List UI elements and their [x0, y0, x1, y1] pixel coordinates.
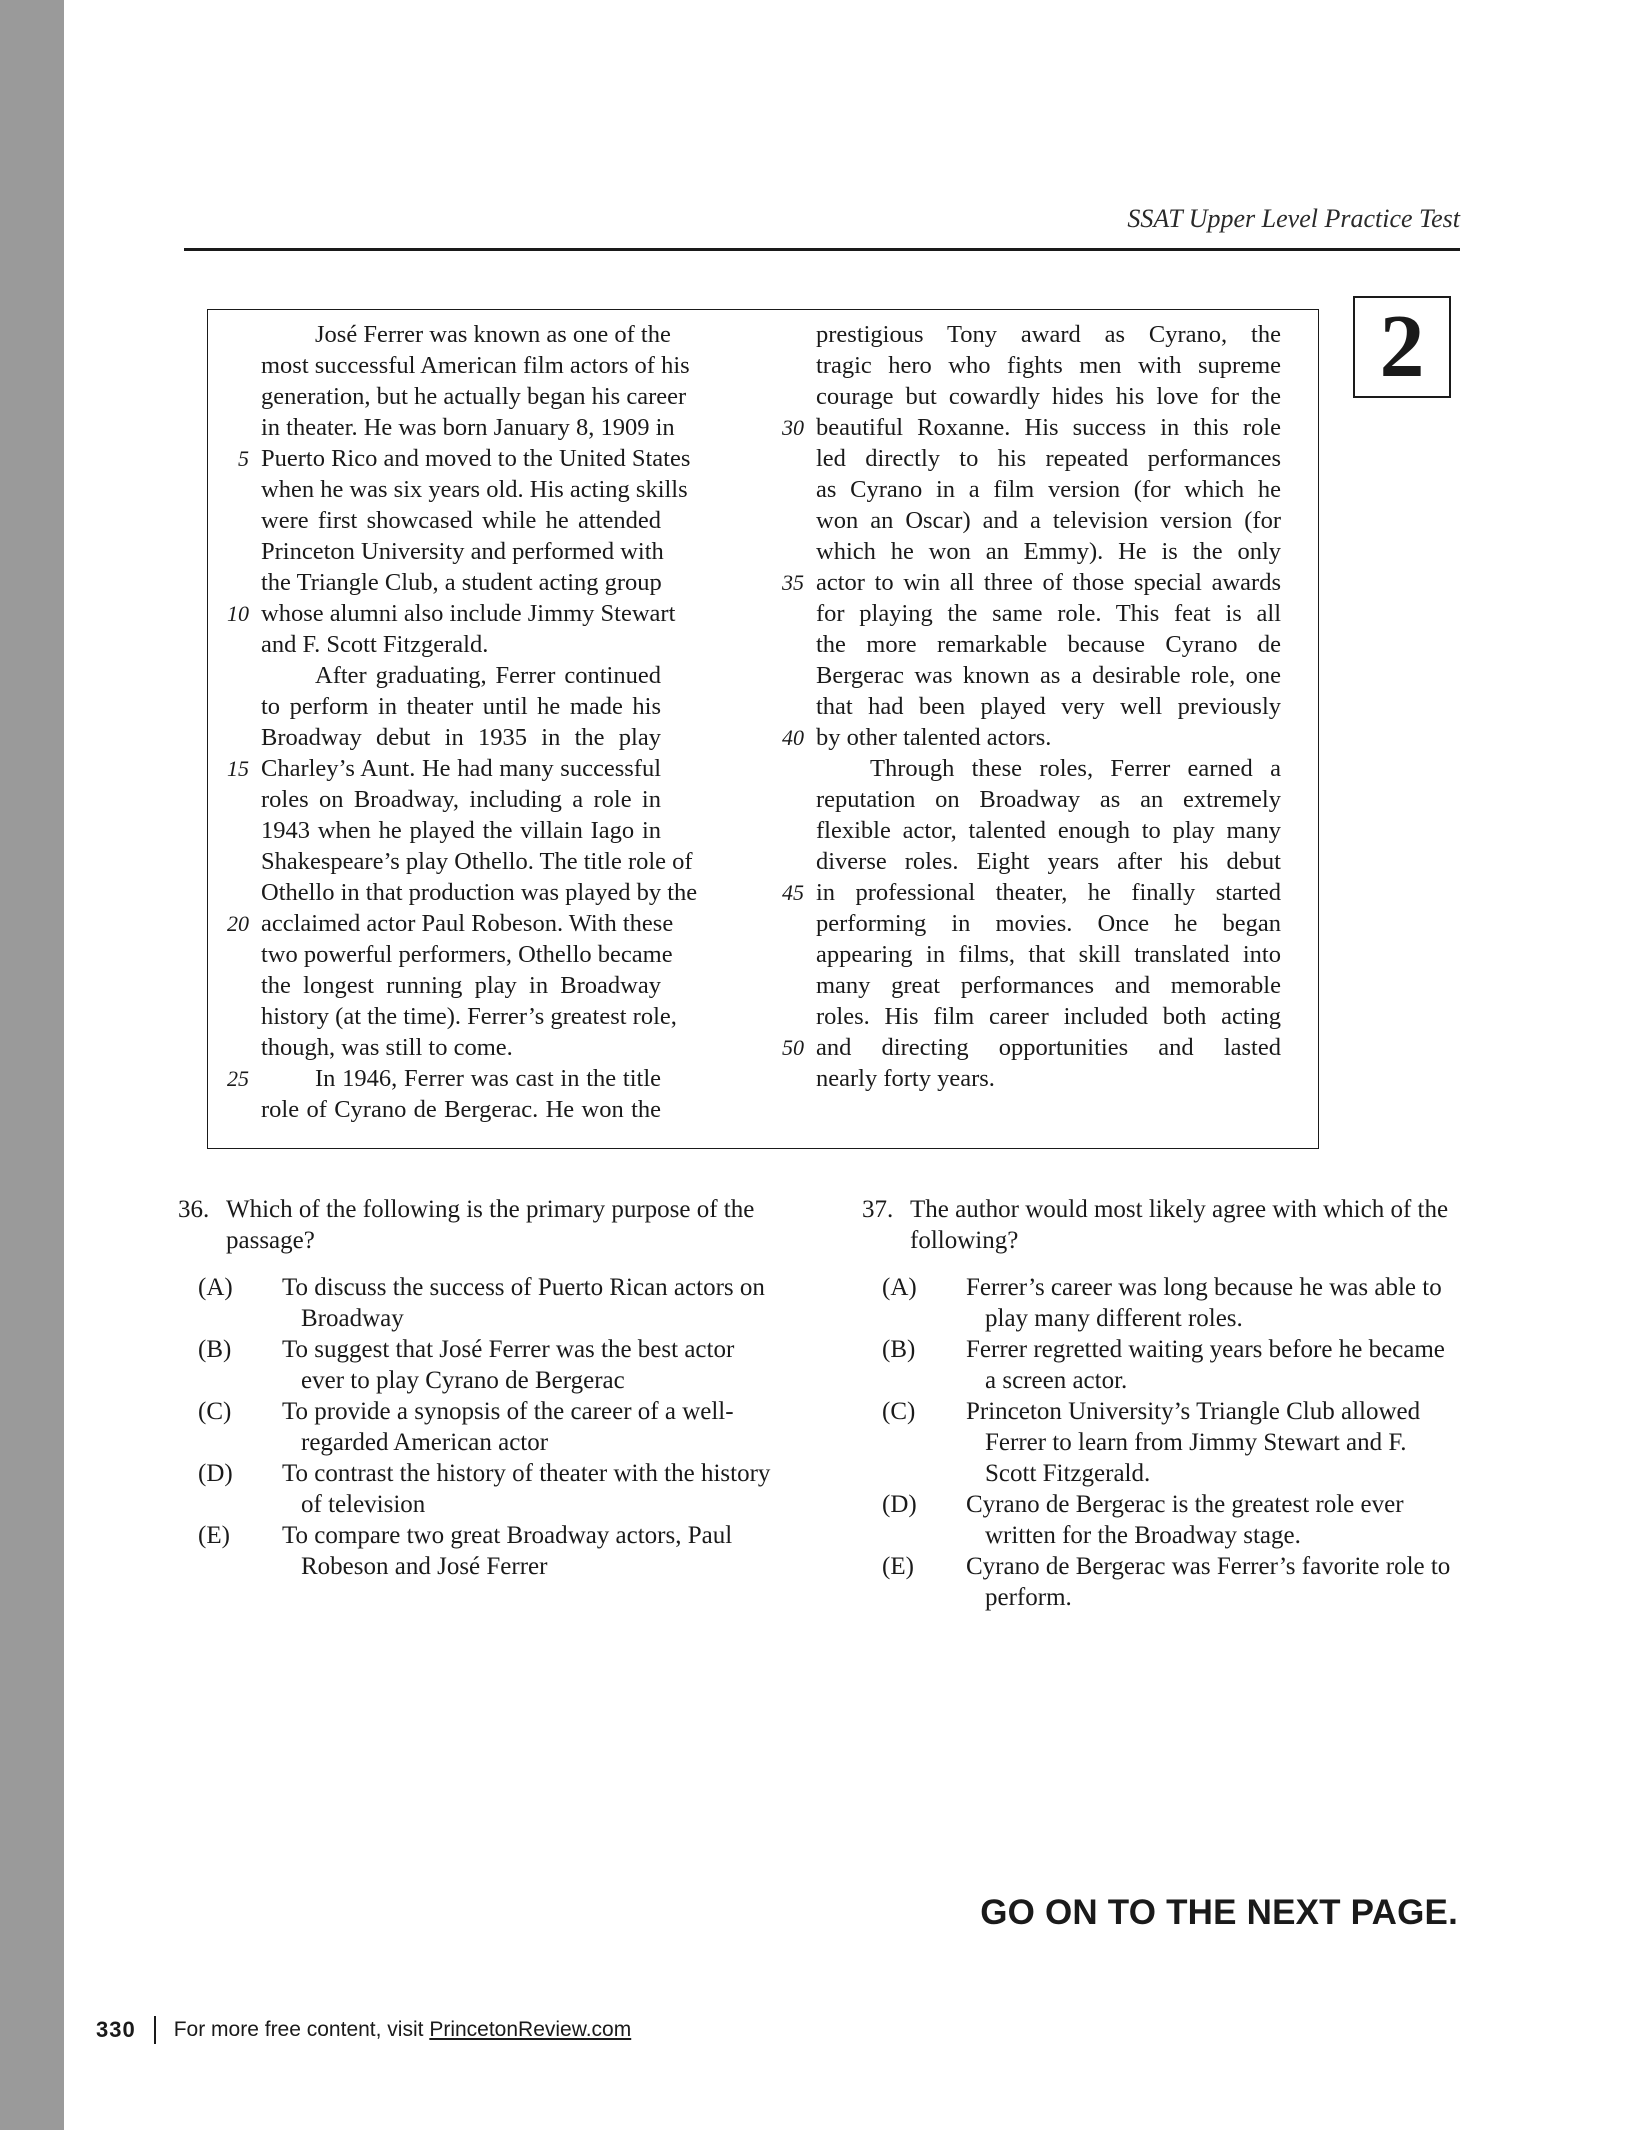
choice-letter: (A): [198, 1274, 233, 1301]
line-number: 30: [782, 415, 804, 440]
choice-letter: (E): [198, 1522, 230, 1549]
passage-line: in professional theater, he finally started: [816, 879, 1281, 906]
choice-text: To contrast the history of theater with the history of television: [282, 1460, 771, 1518]
passage-line: were first showcased while he attended: [261, 507, 661, 534]
running-head: SSAT Upper Level Practice Test: [1127, 204, 1460, 233]
section-number-box: 2: [1353, 296, 1451, 398]
page-footer: [96, 2015, 631, 2045]
passage-line: the longest running play in Broadway: [261, 972, 661, 999]
passage-line: as Cyrano in a film version (for which he: [816, 476, 1281, 503]
answer-choice[interactable]: [178, 1334, 778, 1396]
passage-line: which he won an Emmy). He is the only: [816, 538, 1281, 565]
passage-line: actor to win all three of those special awards: [816, 569, 1281, 596]
page-number: 330: [96, 2017, 136, 2042]
passage-line: prestigious Tony award as Cyrano, the: [816, 321, 1281, 348]
choice-text: Ferrer’s career was long because he was able to play many different roles.: [966, 1274, 1442, 1332]
answer-choice[interactable]: [178, 1272, 778, 1334]
passage-line: José Ferrer was known as one of the: [315, 321, 671, 348]
passage-line: most successful American film actors of his: [261, 352, 690, 379]
passage-line: courage but cowardly hides his love for the: [816, 383, 1281, 410]
question-number: 36.: [178, 1196, 210, 1223]
passage-line: nearly forty years.: [816, 1065, 995, 1092]
go-on-notice: GO ON TO THE NEXT PAGE.: [980, 1893, 1458, 1932]
line-number: 50: [782, 1035, 804, 1060]
passage-line: won an Oscar) and a television version (for: [816, 507, 1281, 534]
passage-line: in theater. He was born January 8, 1909 in: [261, 414, 675, 441]
passage-line: to perform in theater until he made his: [261, 693, 661, 720]
passage-line: for playing the same role. This feat is all: [816, 600, 1281, 627]
passage-line: though, was still to come.: [261, 1034, 513, 1061]
passage-line: Charley’s Aunt. He had many successful: [261, 755, 661, 782]
passage-line: Through these roles, Ferrer earned a: [870, 755, 1281, 782]
question-36: [178, 1194, 778, 1582]
passage-line: and directing opportunities and lasted: [816, 1034, 1281, 1061]
answer-choice[interactable]: [862, 1489, 1462, 1551]
question-stem: Which of the following is the primary purpose of the passage?: [226, 1196, 755, 1254]
passage-line: when he was six years old. His acting skills: [261, 476, 688, 503]
passage-line: Shakespeare’s play Othello. The title role of: [261, 848, 693, 875]
page-edge-bar: [0, 0, 64, 2130]
passage-line: by other talented actors.: [816, 724, 1052, 751]
choice-letter: (B): [882, 1336, 916, 1363]
reading-passage: [207, 309, 1319, 1149]
choice-letter: (C): [882, 1398, 916, 1425]
passage-line: whose alumni also include Jimmy Stewart: [261, 600, 676, 627]
choice-text: To compare two great Broadway actors, Paul Robeson and José Ferrer: [282, 1522, 733, 1580]
choice-letter: (E): [882, 1553, 914, 1580]
question-37: [862, 1194, 1462, 1613]
answer-choices: [178, 1272, 778, 1582]
answer-choice[interactable]: [862, 1396, 1462, 1489]
passage-line: history (at the time). Ferrer’s greatest role,: [261, 1003, 677, 1030]
choice-letter: (D): [882, 1491, 917, 1518]
passage-line: Puerto Rico and moved to the United States: [261, 445, 691, 472]
footer-text: For more free content, visit: [173, 2018, 430, 2041]
passage-line: acclaimed actor Paul Robeson. With these: [261, 910, 674, 937]
choice-letter: (C): [198, 1398, 232, 1425]
passage-line: flexible actor, talented enough to play many: [816, 817, 1281, 844]
passage-line: diverse roles. Eight years after his debut: [816, 848, 1281, 875]
passage-line: performing in movies. Once he began: [816, 910, 1281, 937]
answer-choice[interactable]: [862, 1551, 1462, 1613]
choice-letter: (B): [198, 1336, 232, 1363]
answer-choice[interactable]: [862, 1272, 1462, 1334]
passage-line: roles. His film career included both acting: [816, 1003, 1281, 1030]
passage-line: roles on Broadway, including a role in: [261, 786, 661, 813]
answer-choice[interactable]: [862, 1334, 1462, 1396]
choice-text: To provide a synopsis of the career of a well-regarded American actor: [282, 1398, 734, 1456]
answer-choices: [862, 1272, 1462, 1613]
choice-text: To discuss the success of Puerto Rican actors on Broadway: [282, 1274, 765, 1332]
question-stem: The author would most likely agree with which of the following?: [910, 1196, 1449, 1254]
footer-link[interactable]: PrincetonReview.com: [429, 2018, 632, 2041]
choice-text: Cyrano de Bergerac is the greatest role ever written for the Broadway stage.: [966, 1491, 1404, 1549]
passage-line: the Triangle Club, a student acting group: [261, 569, 662, 596]
passage-line: many great performances and memorable: [816, 972, 1281, 999]
question-number: 37.: [862, 1196, 894, 1223]
passage-line: In 1946, Ferrer was cast in the title: [315, 1065, 661, 1092]
choice-text: Cyrano de Bergerac was Ferrer’s favorite role to perform.: [966, 1553, 1451, 1611]
choice-letter: (A): [882, 1274, 917, 1301]
passage-line: Princeton University and performed with: [261, 538, 664, 565]
passage-line: and F. Scott Fitzgerald.: [261, 631, 489, 658]
answer-choice[interactable]: [178, 1458, 778, 1520]
choice-text: Ferrer regretted waiting years before he became a screen actor.: [966, 1336, 1445, 1394]
passage-line: tragic hero who fights men with supreme: [816, 352, 1281, 379]
answer-choice[interactable]: [178, 1396, 778, 1458]
line-number: 10: [227, 601, 249, 626]
passage-line: Broadway debut in 1935 in the play: [261, 724, 661, 751]
line-number: 20: [227, 911, 249, 936]
passage-line: generation, but he actually began his career: [261, 383, 687, 410]
line-number: 35: [782, 570, 804, 595]
line-number: 15: [227, 756, 249, 781]
answer-choice[interactable]: [178, 1520, 778, 1582]
line-number: 5: [238, 446, 249, 471]
line-number: 40: [782, 725, 804, 750]
passage-line: role of Cyrano de Bergerac. He won the: [261, 1096, 661, 1123]
line-number: 25: [227, 1066, 249, 1091]
passage-line: that had been played very well previously: [816, 693, 1281, 720]
passage-line: reputation on Broadway as an extremely: [816, 786, 1281, 813]
passage-line: After graduating, Ferrer continued: [315, 662, 661, 689]
passage-line: two powerful performers, Othello became: [261, 941, 673, 968]
header-rule: [184, 248, 1460, 251]
passage-line: led directly to his repeated performances: [816, 445, 1281, 472]
passage-line: Bergerac was known as a desirable role, one: [816, 662, 1281, 689]
passage-line: Othello in that production was played by the: [261, 879, 698, 906]
footer-divider: [154, 2016, 156, 2044]
choice-letter: (D): [198, 1460, 233, 1487]
passage-line: appearing in films, that skill translated into: [816, 941, 1281, 968]
line-number: 45: [782, 880, 804, 905]
passage-line: beautiful Roxanne. His success in this role: [816, 414, 1281, 441]
passage-line: the more remarkable because Cyrano de: [816, 631, 1281, 658]
choice-text: Princeton University’s Triangle Club allowed Ferrer to learn from Jimmy Stewart and F. Scott Fitzgerald.: [966, 1398, 1421, 1487]
choice-text: To suggest that José Ferrer was the best actor ever to play Cyrano de Bergerac: [282, 1336, 735, 1394]
passage-line: 1943 when he played the villain Iago in: [261, 817, 661, 844]
